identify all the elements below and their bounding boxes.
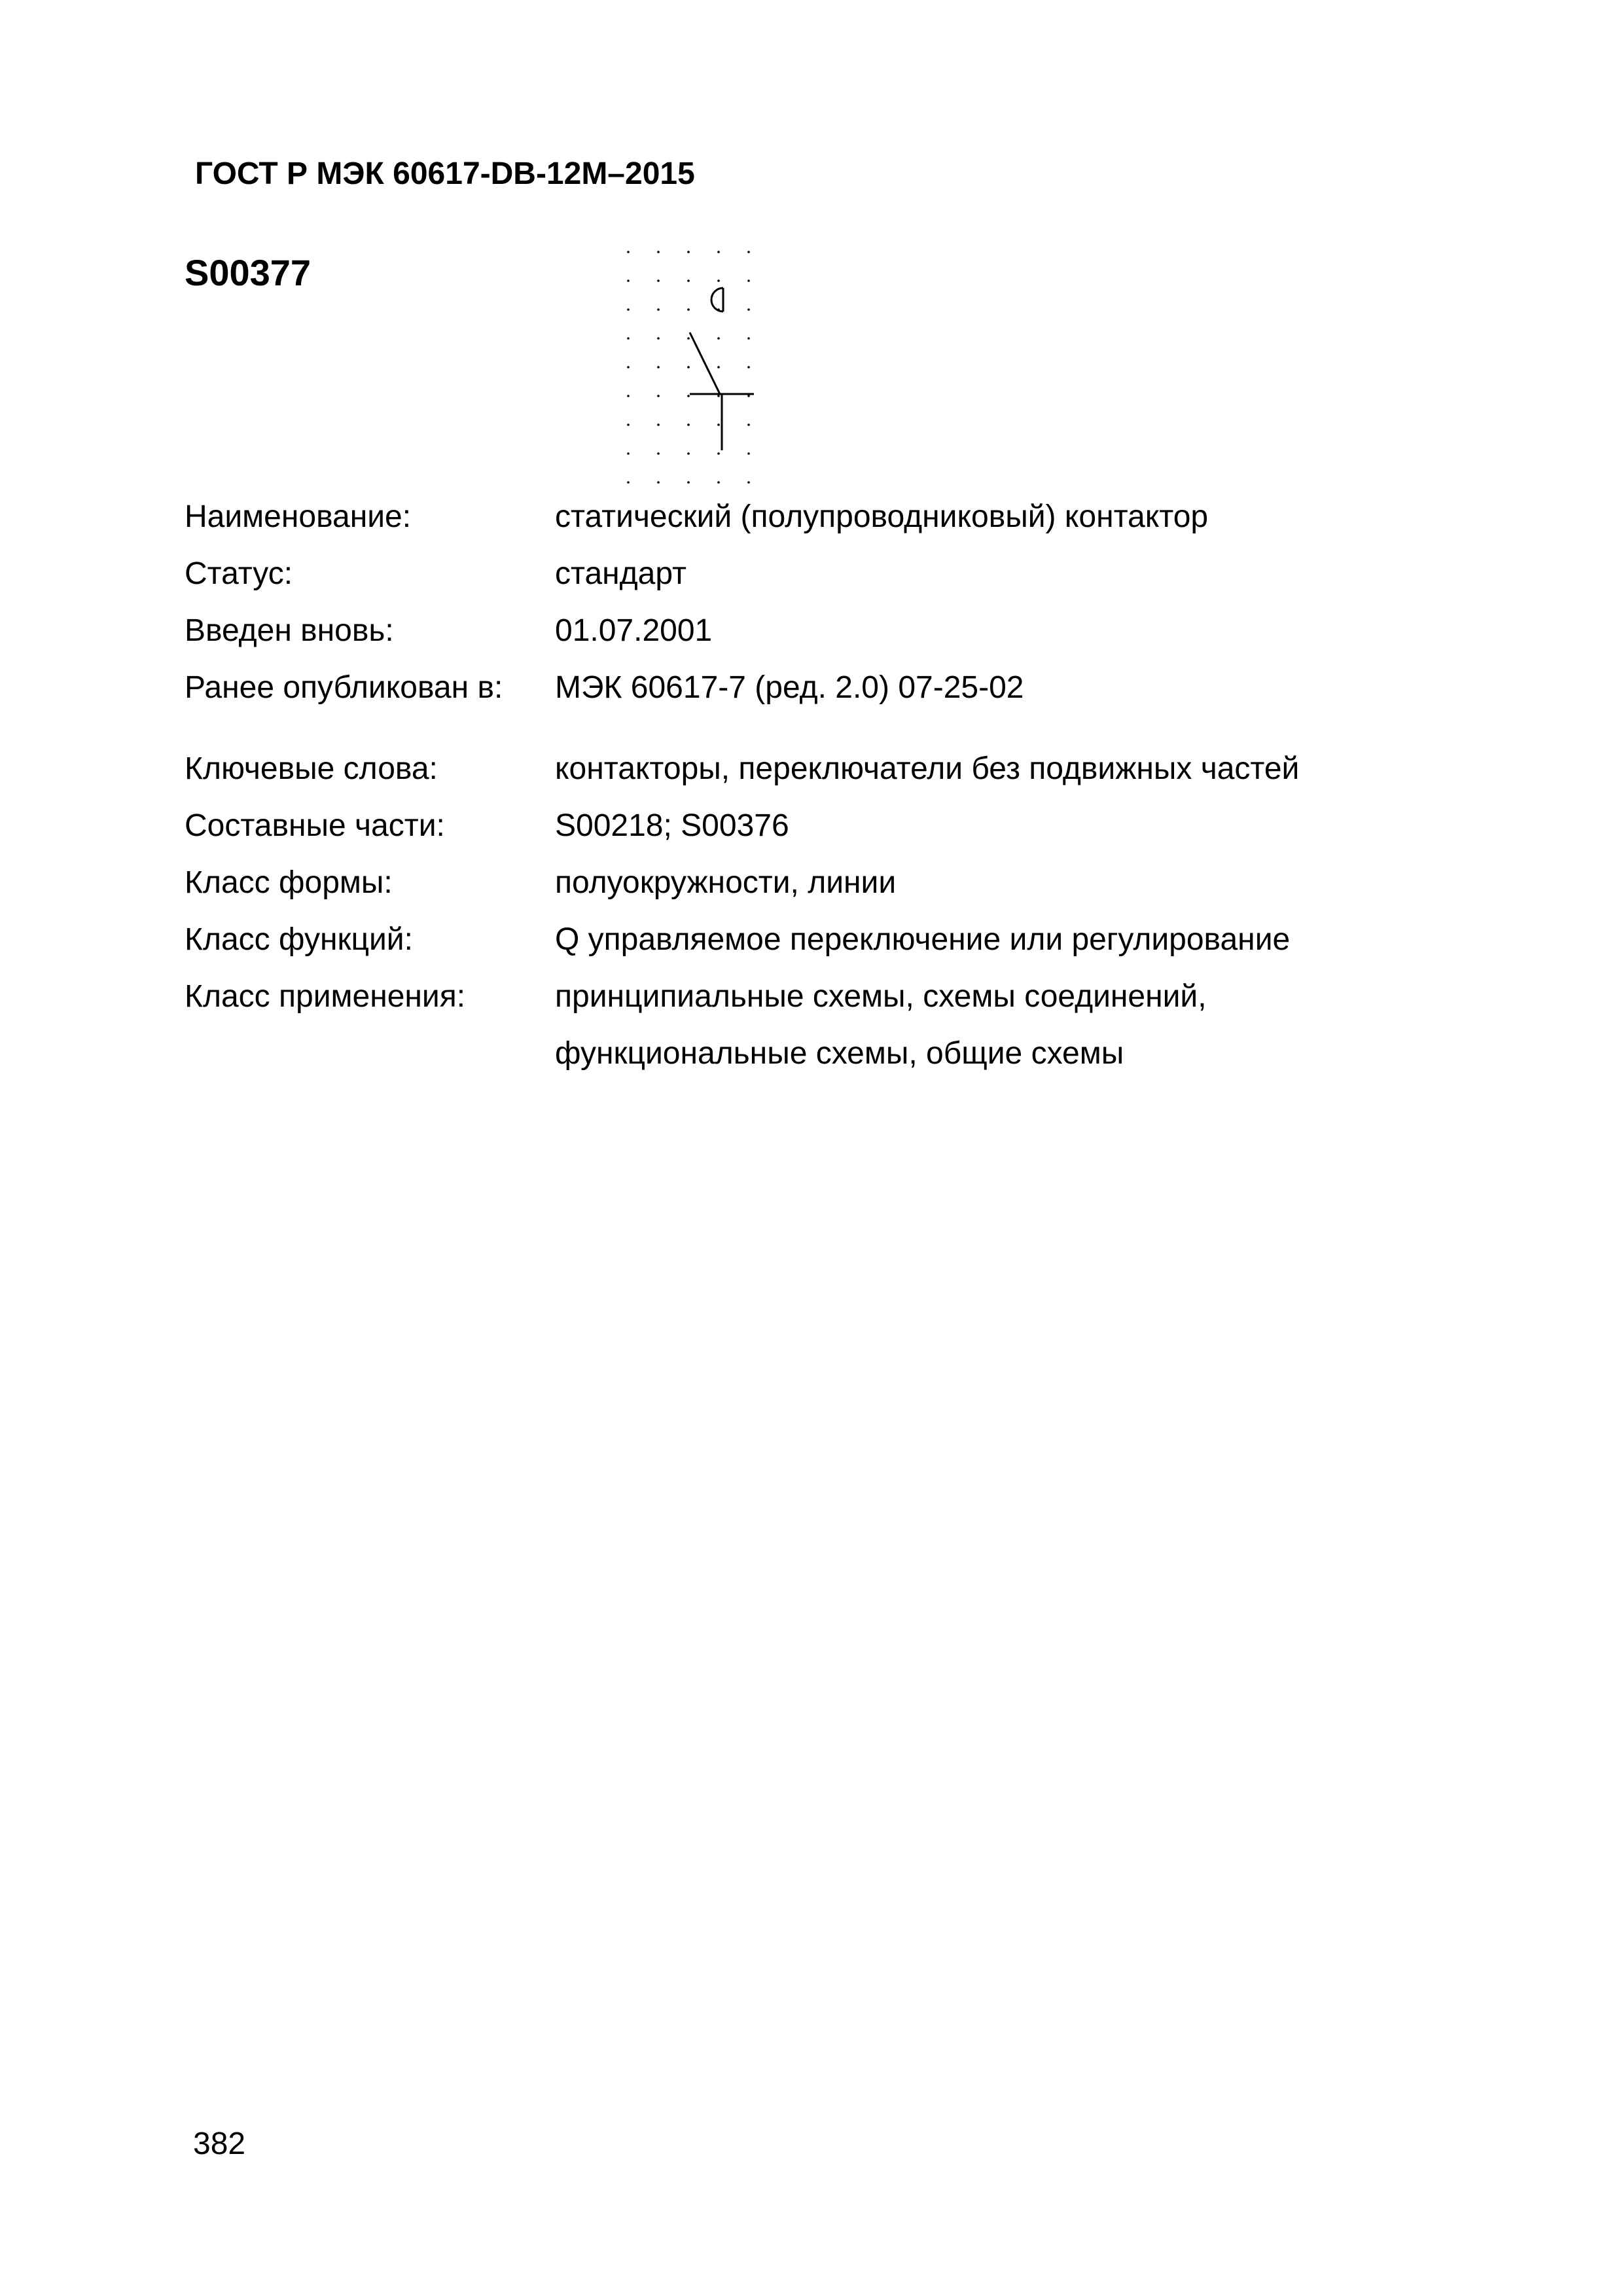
property-value: контакторы, переключатели без подвижных частей bbox=[555, 751, 1300, 786]
grid-dot bbox=[687, 337, 690, 340]
static-semiconductor-contactor-symbol-icon bbox=[622, 242, 772, 491]
property-label: Составные части: bbox=[185, 808, 445, 843]
grid-dot bbox=[627, 481, 630, 484]
property-label: Ранее опубликован в: bbox=[185, 670, 503, 705]
grid-dot bbox=[657, 337, 660, 340]
grid-dot bbox=[627, 452, 630, 455]
grid-dot bbox=[657, 452, 660, 455]
grid-dot bbox=[687, 481, 690, 484]
grid-dot bbox=[747, 395, 750, 397]
grid-dot bbox=[627, 423, 630, 426]
property-label: Класс применения: bbox=[185, 979, 466, 1014]
symbol-strokes bbox=[690, 288, 754, 450]
grid-dot bbox=[747, 308, 750, 311]
property-label: Ключевые слова: bbox=[185, 751, 438, 786]
grid-dots bbox=[627, 251, 750, 484]
grid-dot bbox=[717, 423, 720, 426]
symbol-code: S00377 bbox=[185, 252, 312, 293]
property-label: Статус: bbox=[185, 556, 293, 591]
grid-dot bbox=[717, 251, 720, 253]
grid-dot bbox=[687, 395, 690, 397]
grid-dot bbox=[657, 366, 660, 368]
property-label: Класс формы: bbox=[185, 865, 393, 900]
property-value: полуокружности, линии bbox=[555, 865, 897, 900]
grid-dot bbox=[717, 366, 720, 368]
grid-dot bbox=[687, 366, 690, 368]
grid-dot bbox=[627, 395, 630, 397]
grid-dot bbox=[687, 308, 690, 311]
grid-dot bbox=[657, 423, 660, 426]
property-value: S00218; S00376 bbox=[555, 808, 789, 843]
semicircle-mark bbox=[711, 288, 723, 312]
grid-dot bbox=[717, 279, 720, 282]
property-value: МЭК 60617-7 (ред. 2.0) 07-25-02 bbox=[555, 670, 1024, 705]
grid-dot bbox=[627, 251, 630, 253]
grid-dot bbox=[687, 452, 690, 455]
moving-contact-line bbox=[690, 332, 720, 394]
grid-dot bbox=[717, 395, 720, 397]
property-value: функциональные схемы, общие схемы bbox=[555, 1036, 1124, 1071]
property-value: стандарт bbox=[555, 556, 687, 591]
grid-dot bbox=[747, 337, 750, 340]
property-value: статический (полупроводниковый) контактор bbox=[555, 499, 1209, 534]
grid-dot bbox=[747, 423, 750, 426]
grid-dot bbox=[747, 251, 750, 253]
property-value: 01.07.2001 bbox=[555, 613, 713, 648]
grid-dot bbox=[717, 452, 720, 455]
grid-dot bbox=[687, 279, 690, 282]
grid-dot bbox=[627, 337, 630, 340]
document-header-title: ГОСТ Р МЭК 60617-DB-12M–2015 bbox=[195, 156, 695, 191]
grid-dot bbox=[687, 251, 690, 253]
property-label: Класс функций: bbox=[185, 922, 413, 957]
grid-dot bbox=[657, 395, 660, 397]
grid-dot bbox=[657, 279, 660, 282]
grid-dot bbox=[717, 481, 720, 484]
grid-dot bbox=[747, 366, 750, 368]
grid-dot bbox=[627, 366, 630, 368]
grid-dot bbox=[747, 279, 750, 282]
grid-dot bbox=[747, 452, 750, 455]
property-value: принципиальные схемы, схемы соединений, bbox=[555, 979, 1207, 1014]
grid-dot bbox=[717, 337, 720, 340]
grid-dot bbox=[627, 308, 630, 311]
property-label: Введен вновь: bbox=[185, 613, 394, 648]
property-label: Наименование: bbox=[185, 499, 412, 534]
grid-dot bbox=[657, 251, 660, 253]
property-value: Q управляемое переключение или регулирование bbox=[555, 922, 1291, 957]
page-number: 382 bbox=[193, 2126, 246, 2161]
grid-dot bbox=[747, 481, 750, 484]
grid-dot bbox=[627, 279, 630, 282]
grid-dot bbox=[687, 423, 690, 426]
grid-dot bbox=[657, 308, 660, 311]
grid-dot bbox=[657, 481, 660, 484]
